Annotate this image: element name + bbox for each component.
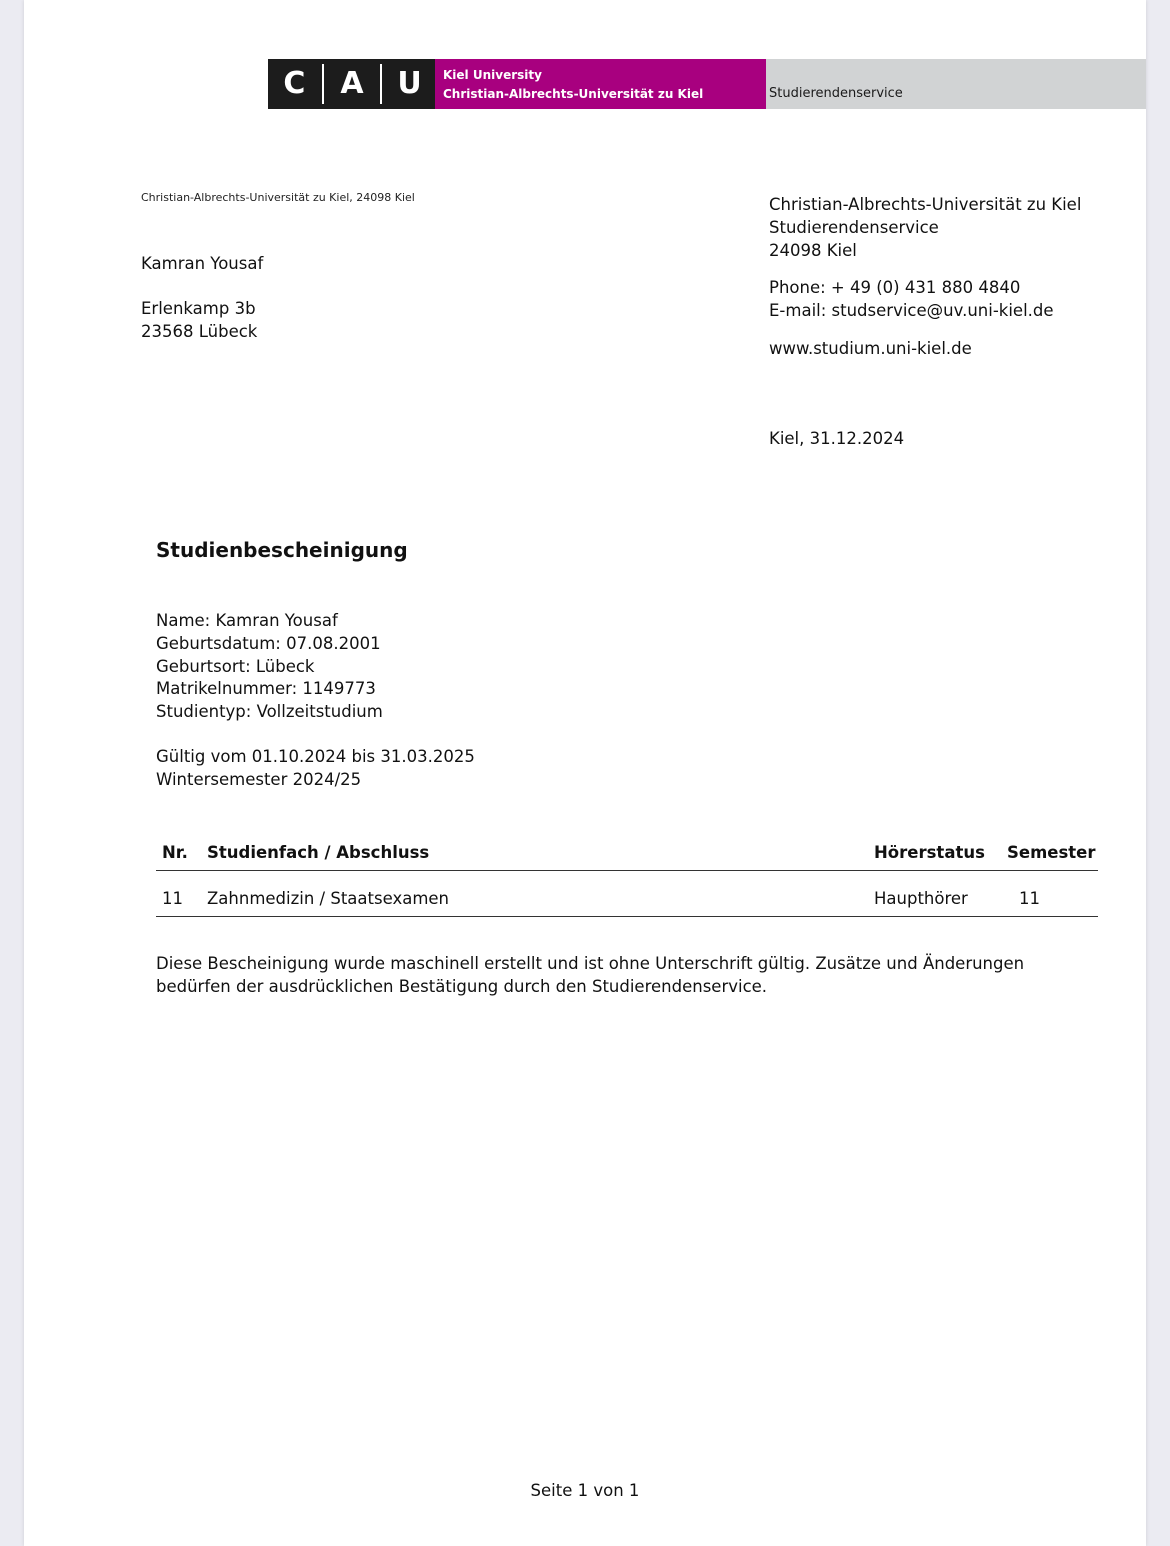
cell-subject: Zahnmedizin / Staatsexamen <box>207 889 450 908</box>
logo-separator <box>380 64 382 104</box>
contact-city: 24098 Kiel <box>769 241 857 260</box>
header-semester: Semester <box>1007 843 1096 862</box>
logo-letter-a: A <box>340 66 364 101</box>
study-table <box>156 840 1098 917</box>
recipient-city: 23568 Lübeck <box>141 322 258 341</box>
student-details <box>156 610 475 792</box>
department-label: Studierendenservice <box>769 86 903 101</box>
detail-validity: Gültig vom 01.10.2024 bis 31.03.2025 <box>156 746 475 766</box>
cell-status: Haupthörer <box>874 889 968 908</box>
university-name-de: Christian-Albrechts-Universität zu Kiel <box>443 87 704 101</box>
logo-letter-u: U <box>397 66 422 101</box>
logo-separator <box>322 64 324 104</box>
contact-block <box>769 193 1081 360</box>
cau-logo <box>268 59 436 109</box>
recipient-name: Kamran Yousaf <box>141 254 264 273</box>
detail-name: Name: Kamran Yousaf <box>156 611 338 630</box>
contact-phone: Phone: + 49 (0) 431 880 4840 <box>769 278 1021 297</box>
detail-study-type: Studientyp: Vollzeitstudium <box>156 702 383 722</box>
header-status: Hörerstatus <box>874 843 985 862</box>
validity-note: Diese Bescheinigung wurde maschinell erstellt und ist ohne Unterschrift gültig. Zusätze und Änderungen bedürfen der ausdrücklichen Bestätigung durch den Studierendenservice. <box>156 954 1025 996</box>
contact-email: E-mail: studservice@uv.uni-kiel.de <box>769 301 1054 320</box>
cell-semester: 11 <box>1019 889 1040 908</box>
table-header-row <box>156 840 1098 871</box>
contact-institution: Christian-Albrechts-Universität zu Kiel <box>769 195 1082 214</box>
contact-website: www.studium.uni-kiel.de <box>769 339 972 358</box>
university-name-en: Kiel University <box>443 68 542 82</box>
recipient-address <box>141 252 263 343</box>
detail-birthdate: Geburtsdatum: 07.08.2001 <box>156 633 381 653</box>
sender-address-line: Christian-Albrechts-Universität zu Kiel, 24098 Kiel <box>141 191 415 204</box>
recipient-street: Erlenkamp 3b <box>141 299 256 318</box>
document-page <box>24 0 1146 1546</box>
page-number: Seite 1 von 1 <box>530 1481 640 1500</box>
document-date: Kiel, 31.12.2024 <box>769 429 905 448</box>
detail-semester: Wintersemester 2024/25 <box>156 769 362 789</box>
table-row <box>156 886 1098 917</box>
detail-birthplace: Geburtsort: Lübeck <box>156 656 315 676</box>
university-name-banner <box>435 59 766 109</box>
detail-matriculation: Matrikelnummer: 1149773 <box>156 679 376 699</box>
header-subject: Studienfach / Abschluss <box>207 843 430 862</box>
department-banner <box>766 59 1146 109</box>
cell-nr: 11 <box>162 889 183 908</box>
document-title: Studienbescheinigung <box>156 538 408 562</box>
contact-department: Studierendenservice <box>769 218 939 237</box>
logo-letter-c: C <box>283 66 306 101</box>
header-nr: Nr. <box>162 843 188 862</box>
